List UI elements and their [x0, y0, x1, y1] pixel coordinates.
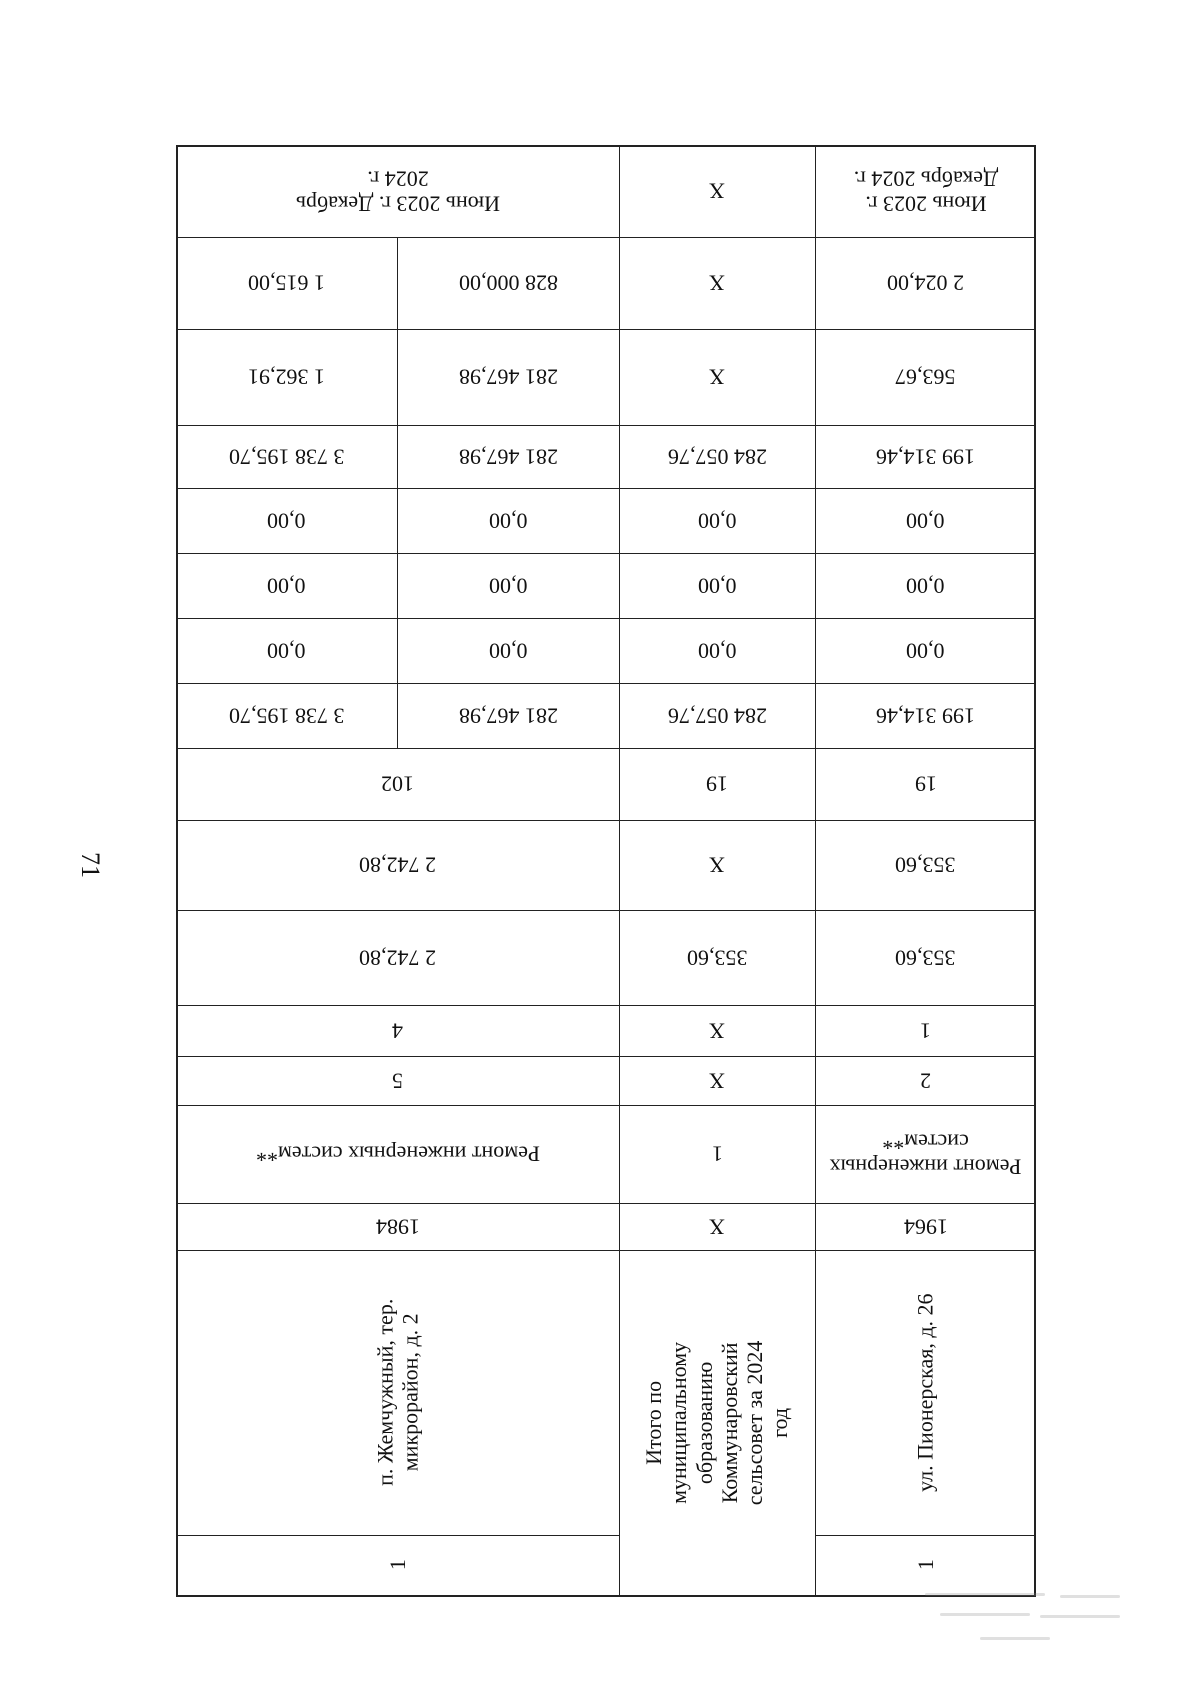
top-zero3-a: 0,00 [488, 508, 528, 534]
top-area1: 2 742,80 [359, 945, 436, 971]
top-fund-a: 281 467,98 [458, 444, 558, 470]
top-total-a: 281 467,98 [458, 703, 558, 729]
middle-area1: 353,60 [686, 945, 748, 971]
bottom-c1: 1 [920, 1018, 931, 1044]
top-fund-b: 3 738 195,70 [228, 444, 345, 470]
bottom-work-type: Ремонт инженерных систем** [829, 1129, 1022, 1180]
top-c1: 4 [392, 1018, 403, 1044]
top-c2: 5 [392, 1068, 403, 1094]
rotated-table [176, 145, 1036, 1597]
bottom-c2: 2 [920, 1068, 931, 1094]
top-year: 1984 [375, 1214, 420, 1240]
middle-zero2: 0,00 [697, 573, 737, 599]
bottom-year: 1964 [903, 1214, 948, 1240]
middle-summary-label: Итого по муниципальному образованию Коммунаровский сельсовет за 2024 год [641, 1340, 793, 1505]
bottom-index: 1 [912, 1559, 938, 1571]
top-zero1-b: 0,00 [267, 638, 306, 664]
middle-people: 19 [706, 771, 728, 797]
faded-stamp [920, 1585, 1150, 1655]
top-zero3-b: 0,00 [267, 508, 306, 534]
top-zero2-b: 0,00 [267, 573, 306, 599]
middle-c2: Х [709, 1068, 725, 1094]
bottom-period-cell: Июнь 2023 г. Декабрь 2024 г. [853, 166, 998, 217]
middle-fund: 284 057,76 [667, 444, 767, 470]
bottom-people: 19 [914, 771, 937, 797]
top-limit-b: 1 615,00 [248, 270, 325, 296]
middle-zero1: 0,00 [697, 638, 737, 664]
top-period-cell: Июнь 2023 г. Декабрь 2024 г. [295, 166, 500, 217]
middle-zero3: 0,00 [697, 508, 737, 534]
top-zero1-a: 0,00 [488, 638, 528, 664]
top-area2: 2 742,80 [359, 852, 436, 878]
top-unit-cost-b: 1 362,91 [248, 364, 325, 390]
top-limit-a: 828 000,00 [458, 270, 558, 296]
top-unit-cost-a: 281 467,98 [458, 364, 558, 390]
top-index: 1 [384, 1559, 410, 1571]
bottom-zero2: 0,00 [906, 573, 945, 599]
bottom-address: ул. Пионерская, д. 26 [912, 1293, 938, 1492]
middle-year: Х [709, 1214, 725, 1240]
middle-area2: Х [709, 852, 725, 878]
bottom-limit: 2 024,00 [887, 270, 964, 296]
middle-c1: Х [709, 1018, 725, 1044]
middle-period-cell: Х [709, 178, 725, 204]
bottom-zero3: 0,00 [906, 508, 945, 534]
middle-work-type: 1 [711, 1141, 723, 1167]
top-total-b: 3 738 195,70 [228, 703, 345, 729]
bottom-zero1: 0,00 [906, 638, 945, 664]
bottom-total: 199 314,46 [876, 703, 975, 729]
bottom-area2: 353,60 [895, 852, 956, 878]
bottom-area1: 353,60 [895, 945, 956, 971]
table-border [176, 1595, 1036, 1597]
page-number: 71 [76, 852, 105, 878]
middle-unit-cost: Х [709, 364, 725, 390]
bottom-fund: 199 314,46 [876, 444, 975, 470]
bottom-unit-cost: 563,67 [895, 364, 956, 390]
top-work-type: Ремонт инженерных систем** [255, 1141, 540, 1167]
middle-total: 284 057,76 [667, 703, 767, 729]
top-zero2-a: 0,00 [488, 573, 528, 599]
top-people: 102 [381, 771, 414, 797]
top-address: п. Жемчужный, тер. микрорайон, д. 2 [372, 1298, 423, 1487]
middle-limit: Х [709, 270, 725, 296]
